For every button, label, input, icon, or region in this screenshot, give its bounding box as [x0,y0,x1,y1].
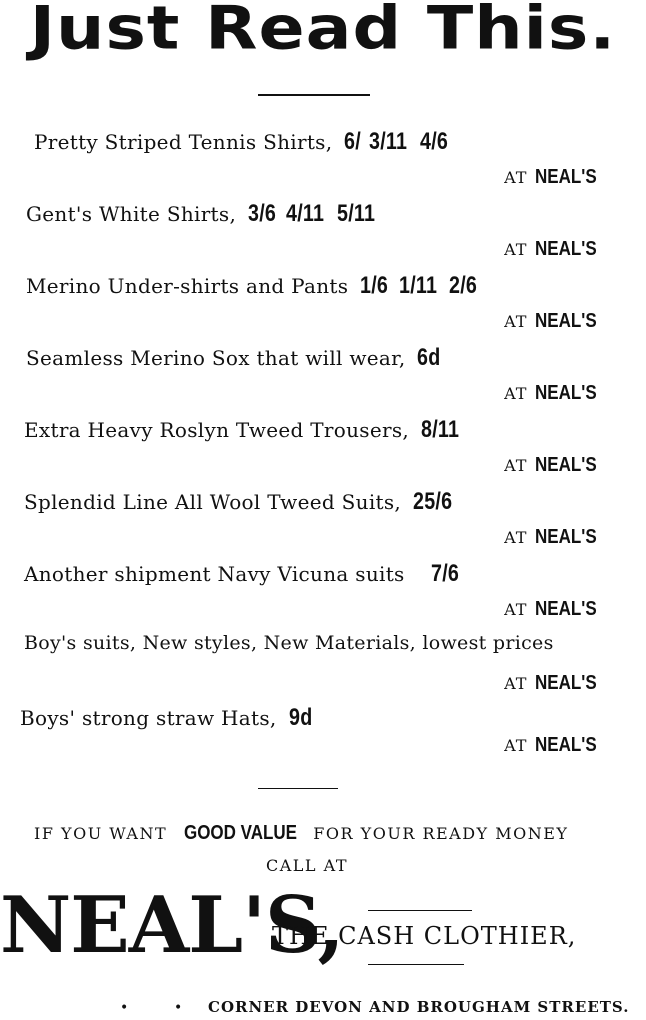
price: 6d [417,344,441,371]
rule-clothier-top [368,910,472,911]
list-item [24,416,468,444]
at-neals: AT NEAL'S [504,526,598,548]
price: 1/11 [398,272,437,299]
price: 4/6 [419,128,448,155]
list-item [20,704,317,732]
at-neals: AT NEAL'S [504,382,598,404]
store-name-large: NEAL'S, [0,880,344,971]
value-line: IF YOU WANT GOOD VALUE FOR YOUR READY MONEY [34,822,569,844]
price: 9d [288,704,313,731]
price: 8/11 [421,416,460,443]
at-neals: AT NEAL'S [504,238,598,260]
item-text: Boy's suits, New styles, New Materials, lowest prices [24,632,554,654]
price: 7/6 [430,560,459,587]
list-item [24,488,461,516]
price: 4/11 [286,200,325,227]
rule-middle [258,788,338,789]
price: 6/ [344,128,362,155]
rule-clothier-bottom [368,964,464,965]
at-neals: AT NEAL'S [504,310,598,332]
list-item [26,344,446,372]
item-text: Boys' strong straw Hats, [20,706,277,730]
at-neals: AT NEAL'S [504,672,598,694]
price: 2/6 [449,272,478,299]
price: 5/11 [336,200,376,227]
price: 1/6 [360,272,389,299]
headline: Just Read This. [29,0,617,64]
price: 25/6 [413,488,453,515]
item-text: Gent's White Shirts, [26,202,237,226]
ornament-dot: • [120,1000,129,1016]
item-text: Pretty Striped Tennis Shirts, [34,130,333,154]
item-text: Another shipment Navy Vicuna suits [24,562,405,586]
price: 3/6 [248,200,277,227]
item-text: Extra Heavy Roslyn Tweed Trousers, [24,418,410,442]
item-text: Merino Under-shirts and Pants [26,274,349,298]
list-item [24,560,465,588]
list-item [26,200,384,228]
ornament-dot: • [174,1000,183,1016]
rule-top [258,94,370,96]
at-neals: AT NEAL'S [504,166,598,188]
list-item [34,128,454,156]
list-item [26,272,483,300]
at-neals: AT NEAL'S [504,598,598,620]
item-text: Seamless Merino Sox that will wear, [26,346,406,370]
at-neals: AT NEAL'S [504,454,598,476]
call-at: CALL AT [266,856,348,875]
list-item [24,632,554,654]
address-line: CORNER DEVON AND BROUGHAM STREETS. [208,998,630,1016]
clothier-tagline: THE CASH CLOTHIER, [272,922,577,950]
at-neals: AT NEAL'S [504,734,598,756]
price: 3/11 [369,128,408,155]
item-text: Splendid Line All Wool Tweed Suits, [24,490,402,514]
